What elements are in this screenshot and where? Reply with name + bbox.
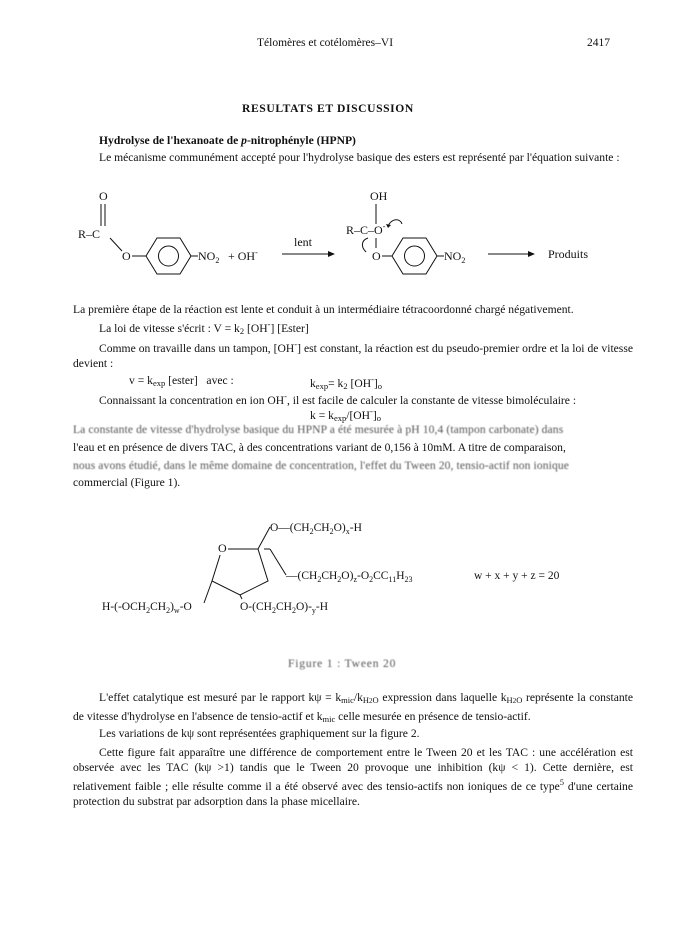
paragraph-first-step: La première étape de la réaction est lente et conduit à un intermédiaire tétracoordonné chargé négativement. [73, 303, 574, 316]
chain-x: $O—(CH_2CH_2O)_x-H$ [270, 522, 362, 536]
paragraph-measure-line1: La constante de vitesse d'hydrolyse basique du HPNP a été mesurée à pH 10,4 (tampon carbonate) dans [73, 423, 564, 436]
ring-oxygen: O [218, 541, 227, 555]
benzene-ring-2 [392, 238, 437, 274]
nitro-group-2: $NO_2$ [444, 249, 466, 265]
equation-kexp-right: $k_{exp}= k_2$ $[OH^-]_o$ [310, 374, 383, 391]
ester-carbonyl-o: O [99, 189, 108, 203]
reaction-scheme [70, 188, 630, 288]
ester-ether-o: O [122, 249, 131, 263]
chain-w: $H-(-OCH_2CH_2)_w-O$ [102, 601, 192, 615]
arrow-label-slow: lent [294, 235, 312, 249]
intermediate-r-c-o: R–C–O- [346, 222, 386, 237]
paragraph-variations: Les variations de kψ sont représentées graphiquement sur la figure 2. [99, 727, 420, 740]
paragraph-measure-line3: nous avons étudié, dans le même domaine de concentration, l'effet du Tween 20, tensio-actif non ionique [73, 459, 570, 472]
chain-z: $—(CH_2CH_2O)_z-O_2CC_{11}H_{23}$ [286, 570, 413, 584]
figure-caption: Figure 1 : Tween 20 [288, 657, 397, 670]
paragraph-comparison: Cette figure fait apparaître une différence de comportement entre le Tween 20 et les TAC : une accélération est observée avec les TAC (kψ >1) tandis que le Tween 20 provoque une inhibition (kψ < 1). Cette dernière, est relativement faible ; elle résulte comme il a été observé avec des tensio-actifs non ioniques de ce type$^5$ d'une certaine protection du substrat par adsorption dans la phase micellaire. [73, 746, 633, 808]
ester-r-c: R–C [78, 227, 101, 241]
intermediate-oh: OH [370, 189, 388, 203]
paragraph-buffer: Comme on travaille dans un tampon, [OH-] est constant, la réaction est du pseudo-premier ordre et la loi de vitesse devient : [73, 339, 633, 370]
equation-kexp-left: $v = k_{exp}$ [ester] avec : [129, 374, 234, 388]
paragraph-measure-line2: l'eau et en présence de divers TAC, à des concentrations variant de 0,156 à 10mM. A titre de comparaison, [73, 441, 566, 454]
chain-y: $O-(CH_2CH_2O)-_y-H$ [240, 601, 329, 615]
thf-ring [212, 549, 268, 595]
intermediate-ether-o: O [372, 249, 381, 263]
paragraph-measure-line4: commercial (Figure 1). [73, 476, 181, 489]
paragraph-catalytic-effect: L'effet catalytique est mesuré par le rapport $k\psi = k_{mic}/k_{H2O}$ expression dans laquelle $k_{H2O}$ représente la constante de vitesse d'hydrolyse en l'absence de tensio-actif et $k_{mic}$ celle mesurée en présence de tensio-actif. [73, 691, 633, 724]
sum-equation: w + x + y + z = 20 [474, 570, 560, 582]
section-title: RESULTATS ET DISCUSSION [242, 102, 414, 115]
page-number: 2417 [587, 37, 610, 49]
subsection-title: Hydrolyse de l'hexanoate de p-nitrophényle (HPNP) [99, 134, 356, 147]
equation-k: $k = k_{exp}/[OH^-]_o$ [310, 406, 382, 423]
rate-law: La loi de vitesse s'écrit : $V = k_2$ [OH-] [Ester] [99, 319, 309, 336]
paragraph-bimolecular: Connaissant la concentration en ion OH-, il est facile de calculer la constante de vitesse bimoléculaire : [99, 391, 577, 407]
plus-hydroxide: + OH- [228, 248, 258, 263]
products-label: Produits [548, 247, 589, 261]
intro-paragraph: Le mécanisme communément accepté pour l'hydrolyse basique des esters est représenté par l'équation suivante : [99, 151, 620, 164]
nitro-group-1: $NO_2$ [198, 249, 220, 265]
running-title: Télomères et cotélomères–VI [257, 37, 394, 49]
tween20-structure [100, 515, 620, 630]
benzene-ring-1 [146, 238, 191, 274]
